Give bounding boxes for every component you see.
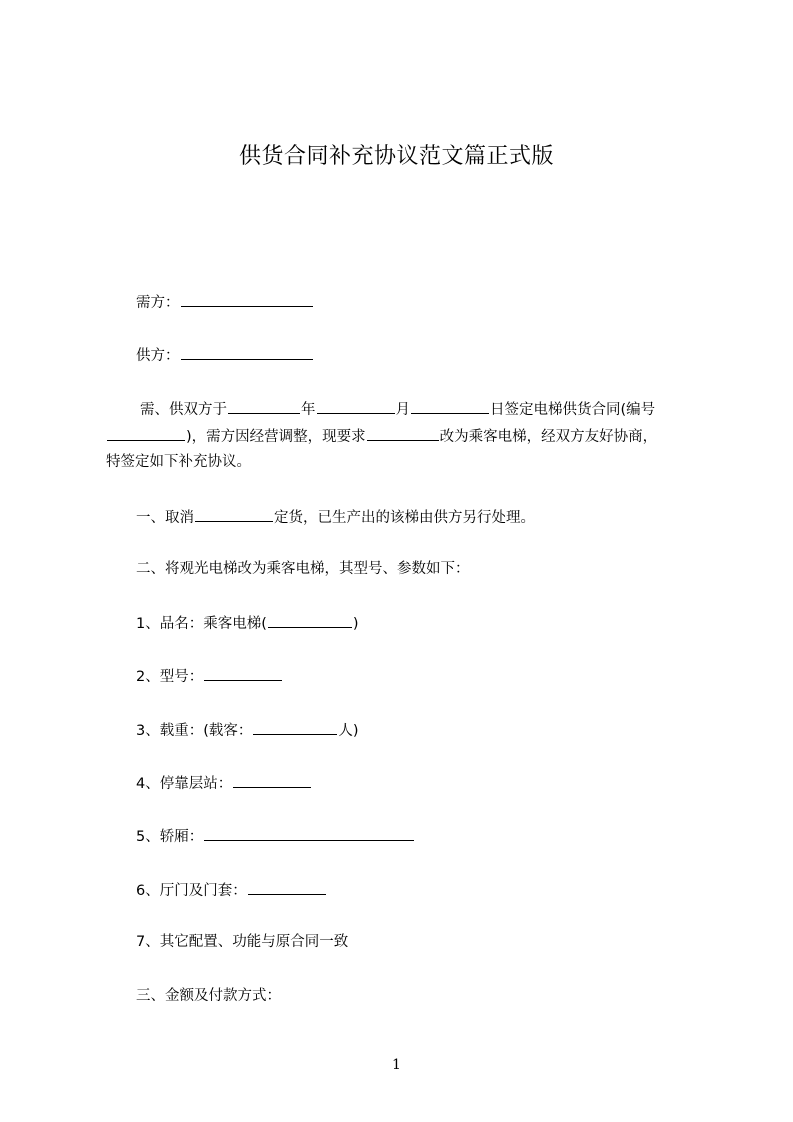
item-1-text-b: ) xyxy=(352,616,359,632)
intro-text-f: 改为乘客电梯，经双方友好协商， xyxy=(439,429,658,445)
intro-text-g: 特签定如下补充协议。 xyxy=(106,454,251,470)
demand-party-blank[interactable] xyxy=(181,291,313,307)
item-6-text: 6、厅门及门套： xyxy=(136,883,247,899)
demand-party-label: 需方： xyxy=(136,295,180,311)
supply-party-blank[interactable] xyxy=(181,344,313,360)
intro-line-1 xyxy=(140,398,655,420)
intro-text-a: 需、供双方于 xyxy=(140,402,227,418)
item-3-text-a: 3、载重：(载客： xyxy=(136,723,253,739)
intro-line-3 xyxy=(106,452,251,472)
date-year-blank[interactable] xyxy=(228,398,300,414)
car-cabin-blank[interactable] xyxy=(204,825,414,841)
item-6 xyxy=(136,879,327,901)
clause-2: 二、将观光电梯改为乘客电梯，其型号、参数如下： xyxy=(136,561,470,577)
clause-1-text-a: 一、取消 xyxy=(136,510,194,526)
page-number: 1 xyxy=(392,1057,401,1073)
intro-line-2 xyxy=(106,425,657,447)
date-day-blank[interactable] xyxy=(411,398,489,414)
clause-3: 三、金额及付款方式： xyxy=(136,988,281,1004)
item-1-text-a: 1、品名：乘客电梯( xyxy=(136,616,267,632)
product-name-blank[interactable] xyxy=(268,612,352,628)
item-5-text: 5、轿厢： xyxy=(136,829,204,845)
intro-text-month: 月 xyxy=(395,402,410,418)
requested-item-blank[interactable] xyxy=(367,425,439,441)
intro-text-d: 日签定电梯供货合同(编号 xyxy=(490,402,656,418)
item-4-text: 4、停靠层站： xyxy=(136,776,233,792)
model-blank[interactable] xyxy=(204,665,282,681)
item-3-text-b: 人) xyxy=(338,723,359,739)
item-3 xyxy=(136,719,359,741)
floor-stops-blank[interactable] xyxy=(233,772,311,788)
cancel-item-blank[interactable] xyxy=(195,506,273,522)
clause-1 xyxy=(136,506,535,528)
supply-party-line xyxy=(136,344,314,366)
item-1 xyxy=(136,612,359,634)
item-7: 7、其它配置、功能与原合同一致 xyxy=(136,934,349,950)
item-4 xyxy=(136,772,312,794)
item-2 xyxy=(136,665,283,687)
date-month-blank[interactable] xyxy=(317,398,395,414)
item-2-text: 2、型号： xyxy=(136,669,204,685)
hall-door-blank[interactable] xyxy=(248,879,326,895)
supply-party-label: 供方： xyxy=(136,348,180,364)
intro-text-year: 年 xyxy=(301,402,316,418)
item-5 xyxy=(136,825,415,847)
contract-number-blank[interactable] xyxy=(107,425,185,441)
passenger-count-blank[interactable] xyxy=(253,719,337,735)
document-title: 供货合同补充协议范文篇正式版 xyxy=(238,144,554,169)
demand-party-line xyxy=(136,291,314,313)
intro-text-e: )，需方因经营调整，现要求 xyxy=(186,429,366,445)
clause-1-text-b: 定货，已生产出的该梯由供方另行处理。 xyxy=(274,510,535,526)
